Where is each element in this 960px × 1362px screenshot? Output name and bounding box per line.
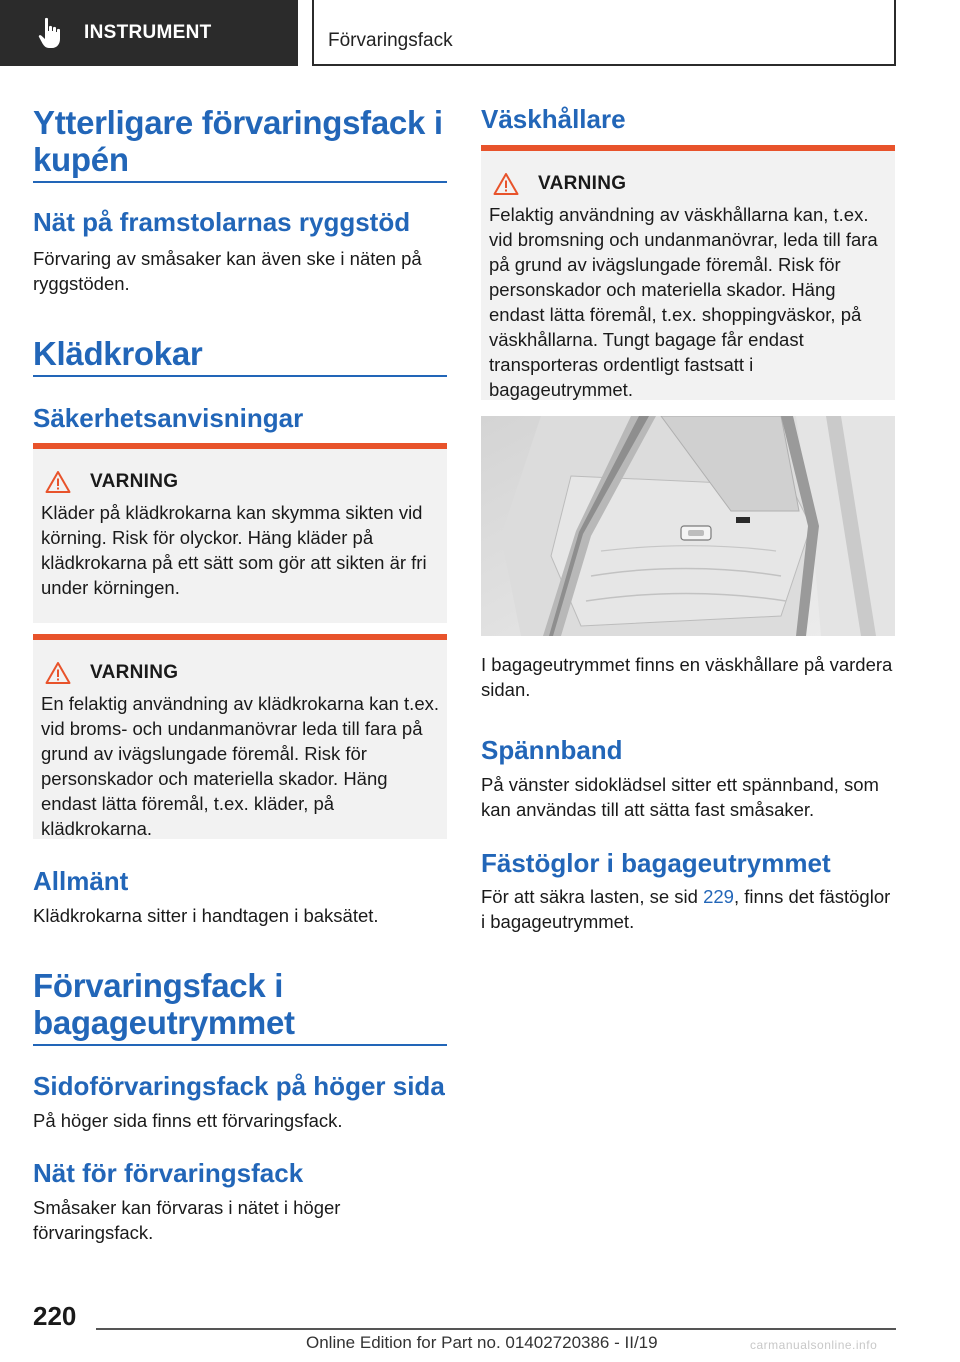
page-link-229[interactable]: 229 [703, 886, 734, 907]
warning-label: VARNING [538, 173, 627, 194]
heading-rule [33, 375, 447, 377]
heading-rule [33, 1044, 447, 1046]
heading-coat-hooks: Klädkrokar [33, 335, 203, 372]
subheading-general: Allmänt [33, 866, 129, 896]
chapter-title: Förvaringsfack [328, 30, 453, 51]
subheading-side-storage: Sidoförvaringsfack på höger sida [33, 1071, 445, 1101]
warning-box-3 [481, 145, 895, 400]
warning-text: Felaktig användning av väskhållarna kan, t.ex. vid bromsning och undanmanövrar, leda till fara på grund av ivägslungade föremål. Risk för personskador och materiella skador. Häng endast lätta föremål, t.ex. shoppingväskor, på väskhållarna. Tungt bagage får endast transporteras ordentligt fastsatt i bagageutrymmet. [489, 204, 878, 400]
warning-box-1 [33, 443, 447, 623]
subheading-tie-down: Fästöglor i bagageutrymmet [481, 848, 831, 878]
chapter-header [312, 0, 896, 66]
watermark-text: carmanualsonline.info [750, 1338, 878, 1352]
trunk-drawing [481, 416, 895, 636]
section-tab [0, 0, 298, 66]
warning-triangle-icon [493, 172, 519, 196]
heading-trunk-storage: Förvaringsfack i bagageutrymmet [33, 967, 295, 1041]
text-seat-nets: Förvaring av småsaker kan även ske i näten på ryggstöden. [33, 248, 422, 294]
warning-box-2 [33, 634, 447, 839]
warning-triangle-icon [45, 661, 71, 685]
text-side-storage: På höger sida finns ett förvaringsfack. [33, 1110, 343, 1131]
heading-rule [33, 181, 447, 183]
warning-label: VARNING [90, 471, 179, 492]
text-tie-down [481, 884, 895, 934]
page-number: 220 [33, 1301, 77, 1331]
text-tie-down-before: För att säkra lasten, se sid [481, 886, 704, 907]
subheading-bag-holder: Väskhållare [481, 104, 626, 134]
text-general: Klädkrokarna sitter i handtagen i baksätet. [33, 905, 379, 926]
trunk-bag-holder-illustration [481, 416, 895, 636]
subheading-storage-net: Nät för förvaringsfack [33, 1158, 304, 1188]
text-storage-net: Småsaker kan förvaras i nätet i höger förvaringsfack. [33, 1197, 341, 1243]
subheading-seat-nets: Nät på framstolarnas ryggstöd [33, 207, 411, 237]
warning-triangle-icon [45, 470, 71, 494]
warning-text: En felaktig användning av klädkrokarna kan t.ex. vid broms- och undanmanövrar leda till fara på grund av ivägslungade föremål. Risk för personskador och materiella skador. Häng endast lätta föremål, t.ex. kläder, på klädkrokarna. [41, 693, 439, 839]
text-tie-down-after: , finns det fästöglor i bagageutrymmet. [481, 886, 891, 932]
hand-pointer-icon [36, 16, 66, 50]
heading-extra-storage: Ytterligare förvaringsfack i kupén [33, 104, 443, 178]
subheading-safety: Säkerhetsanvisningar [33, 403, 304, 433]
footer-rule [96, 1328, 896, 1330]
warning-text: Kläder på klädkrokarna kan skymma sikten vid körning. Risk för olyckor. Häng kläder på klädkrokarna på ett sätt som gör att sikten är fri under körningen. [41, 502, 427, 598]
text-strap: På vänster sidoklädsel sitter ett spännband, som kan användas till att sätta fast småsaker. [481, 774, 879, 820]
section-label: INSTRUMENT [84, 22, 212, 43]
warning-label: VARNING [90, 662, 179, 683]
footer-edition: Online Edition for Part no. 01402720386 - II/19 [306, 1333, 658, 1352]
subheading-strap: Spännband [481, 735, 623, 765]
text-bag-holder: I bagageutrymmet finns en väskhållare på vardera sidan. [481, 654, 893, 700]
